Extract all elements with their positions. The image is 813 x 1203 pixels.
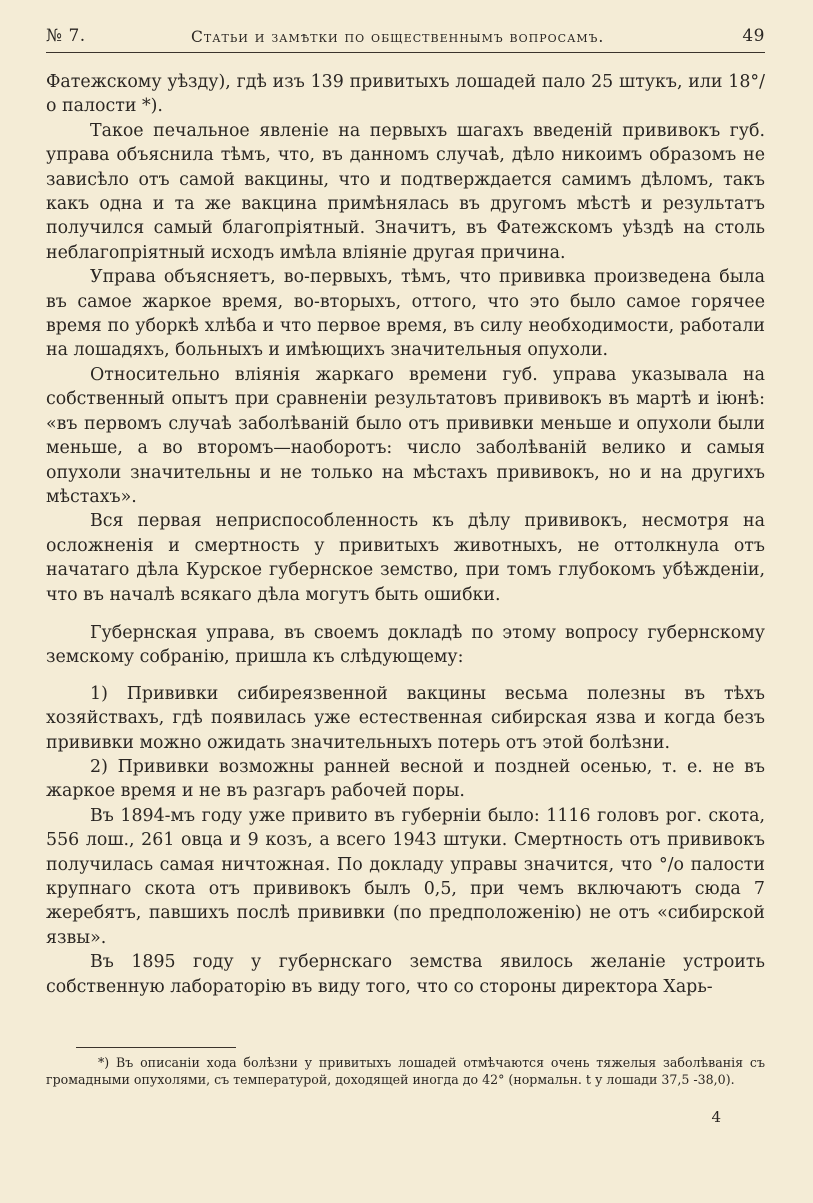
running-header xyxy=(46,26,765,48)
footnote-rule xyxy=(76,1047,236,1048)
running-title: Статьи и замѣтки по общественнымъ вопросамъ. xyxy=(191,28,605,46)
paragraph: 1) Прививки сибиреязвенной вакцины весьма полезны въ тѣхъ хозяйствахъ, гдѣ появилась уже естественная сибирская язва и когда безъ прививки можно ожидать значительныхъ потерь отъ этой болѣзни. xyxy=(46,683,765,753)
paragraph: Губернская управа, въ своемъ докладѣ по этому вопросу губернскому земскому собранію, пришла къ слѣдующему: xyxy=(46,622,765,668)
header-rule xyxy=(46,52,765,53)
paragraph: Въ 1894-мъ году уже привито въ губерніи было: 1116 головъ рог. скота, 556 лош., 261 овца и 9 козъ, а всего 1943 штуки. Смертность отъ прививокъ получилась самая ничтожная. По докладу управы значится, что °/о палости крупнаго скота отъ прививокъ былъ 0,5, при чемъ включаютъ сюда 7 жеребятъ, павшихъ послѣ прививки (по предположенію) не отъ «сибирской язвы». xyxy=(46,805,765,948)
paragraph: Вся первая неприспособленность къ дѣлу прививокъ, несмотря на осложненія и смертность у привитыхъ животныхъ, не оттолкнула отъ начатаго дѣла Курское губернское земство, при томъ глубокомъ убѣжденіи, что въ началѣ всякаго дѣла могутъ быть ошибки. xyxy=(46,511,765,605)
paragraph: 2) Прививки возможны ранней весной и поздней осенью, т. е. не въ жаркое время и не въ разгаръ рабочей поры. xyxy=(46,756,765,802)
footnote-text: *) Въ описаніи хода болѣзни у привитыхъ лошадей отмѣчаются очень тяжелыя заболѣванія съ громадными опухолями, съ температурой, доходящей иногда до 42° (нормальн. t у лошади 37,5 -38,0). xyxy=(46,1055,765,1087)
body-text xyxy=(46,70,765,999)
page-number: 49 xyxy=(742,26,765,46)
issue-number: № 7. xyxy=(46,26,86,46)
paragraph: Фатежскому уѣзду), гдѣ изъ 139 привитыхъ лошадей пало 25 штукъ, или 18°/о палости *). xyxy=(46,72,765,117)
paragraph: Управа объясняетъ, во-первыхъ, тѣмъ, что прививка произведена была въ самое жаркое время, во-вторыхъ, оттого, что это было самое горячее время по уборкѣ хлѣба и что первое время, въ силу необходимости, работали на лошадяхъ, больныхъ и имѣющихъ значительныя опухоли. xyxy=(46,267,765,361)
footnote xyxy=(46,1054,765,1088)
paragraph: Въ 1895 году у губернскаго земства явилось желаніе устроить собственную лабораторію въ виду того, что со стороны директора Харь- xyxy=(46,952,765,997)
paragraph: Относительно вліянія жаркаго времени губ. управа указывала на собственный опытъ при сравненіи результатовъ прививокъ въ мартѣ и іюнѣ: «въ первомъ случаѣ заболѣваній было отъ прививки меньше и опухоли были меньше, а во второмъ—наоборотъ: число заболѣваній велико и самыя опухоли значительны и не только на мѣстахъ прививокъ, но и на другихъ мѣстахъ». xyxy=(46,364,765,507)
signature-mark: 4 xyxy=(711,1108,721,1126)
paragraph: Такое печальное явленіе на первыхъ шагахъ введеній прививокъ губ. управа объяснила тѣмъ, что, въ данномъ случаѣ, дѣло никоимъ образомъ не зависѣло отъ самой вакцины, что и подтверждается самимъ дѣломъ, такъ какъ одна и та же вакцина примѣнялась въ другомъ мѣстѣ и результатъ получился самый благопріятный. Значитъ, въ Фатежскомъ уѣздѣ на столь неблагопріятный исходъ имѣла вліяніе другая причина. xyxy=(46,120,765,263)
